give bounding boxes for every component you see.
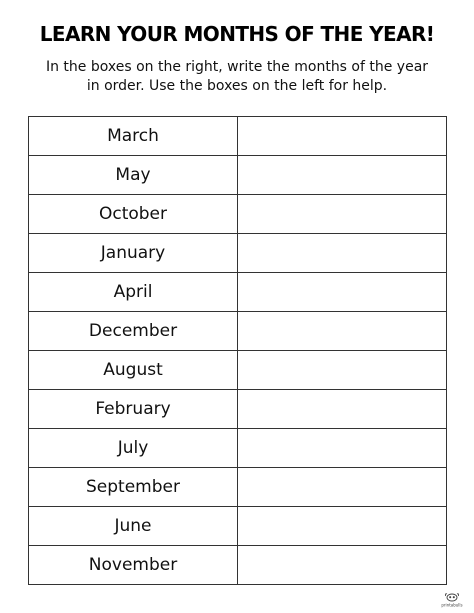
table-row bbox=[29, 156, 447, 195]
table-row bbox=[29, 195, 447, 234]
month-label: June bbox=[29, 507, 238, 546]
logo-text: printabulls bbox=[441, 602, 463, 608]
answer-box[interactable] bbox=[238, 429, 447, 468]
month-label: April bbox=[29, 273, 238, 312]
answer-box[interactable] bbox=[238, 507, 447, 546]
answer-box[interactable] bbox=[238, 468, 447, 507]
answer-box[interactable] bbox=[238, 156, 447, 195]
month-label: December bbox=[29, 312, 238, 351]
answer-box[interactable] bbox=[238, 351, 447, 390]
month-label: August bbox=[29, 351, 238, 390]
page-title: LEARN YOUR MONTHS OF THE YEAR! bbox=[39, 22, 435, 46]
printabulls-logo-icon bbox=[437, 592, 467, 608]
answer-box[interactable] bbox=[238, 117, 447, 156]
table-row bbox=[29, 468, 447, 507]
answer-box[interactable] bbox=[238, 546, 447, 585]
answer-box[interactable] bbox=[238, 234, 447, 273]
table-row bbox=[29, 273, 447, 312]
table-row bbox=[29, 546, 447, 585]
answer-box[interactable] bbox=[238, 273, 447, 312]
table-row bbox=[29, 429, 447, 468]
month-label: October bbox=[29, 195, 238, 234]
month-label: March bbox=[29, 117, 238, 156]
table-row bbox=[29, 234, 447, 273]
instructions-text: In the boxes on the right, write the months of the year in order. Use the boxes on the left for help. bbox=[45, 59, 429, 94]
months-worksheet-table bbox=[28, 116, 447, 585]
printabulls-logo bbox=[437, 592, 467, 608]
answer-box[interactable] bbox=[238, 312, 447, 351]
answer-box[interactable] bbox=[238, 195, 447, 234]
month-label: September bbox=[29, 468, 238, 507]
table-row bbox=[29, 312, 447, 351]
month-label: July bbox=[29, 429, 238, 468]
month-label: November bbox=[29, 546, 238, 585]
table-row bbox=[29, 351, 447, 390]
answer-box[interactable] bbox=[238, 390, 447, 429]
table-row bbox=[29, 507, 447, 546]
table-row bbox=[29, 390, 447, 429]
month-label: February bbox=[29, 390, 238, 429]
table-row bbox=[29, 117, 447, 156]
month-label: May bbox=[29, 156, 238, 195]
month-label: January bbox=[29, 234, 238, 273]
